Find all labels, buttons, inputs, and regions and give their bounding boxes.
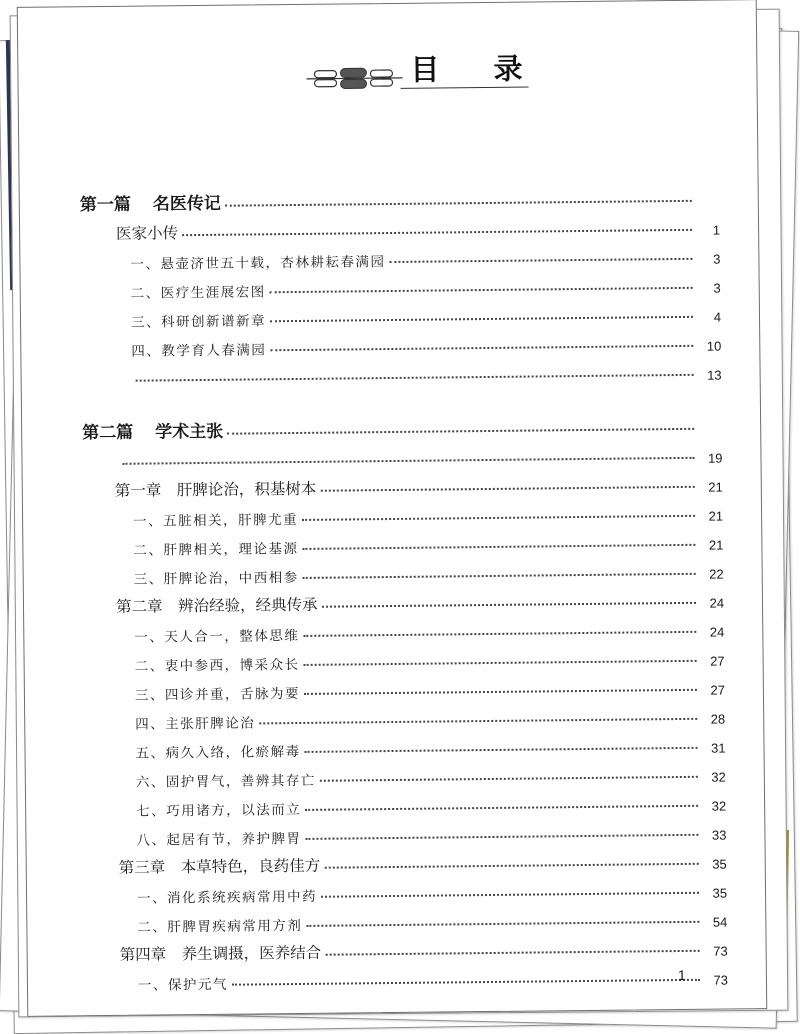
dot-leader xyxy=(302,515,695,521)
toc-entry-title: 一、消化系统疾病常用中药 xyxy=(136,888,318,907)
toc-page-number: 35 xyxy=(712,856,727,872)
part-title: 学术主张 xyxy=(155,421,224,443)
dot-leader xyxy=(324,863,698,869)
toc-entry-title: 八、起居有节，养护脾胃 xyxy=(136,830,302,849)
dot-leader xyxy=(325,950,699,956)
toc-page-number: 19 xyxy=(707,450,723,466)
toc-entry-title: 四、主张肝脾论治 xyxy=(135,715,256,733)
toc-page-number: 33 xyxy=(711,827,727,843)
toc-entry-title: 第四章 养生调摄，医养结合 xyxy=(119,943,322,964)
dot-leader xyxy=(305,805,698,811)
toc-entry-title: 三、四诊并重，舌脉为要 xyxy=(134,685,301,704)
dot-leader xyxy=(123,457,695,465)
toc-page-number: 24 xyxy=(709,624,725,640)
dot-leader xyxy=(225,200,692,207)
toc-page-number: 31 xyxy=(710,740,726,756)
part-title: 名医传记 xyxy=(152,193,221,215)
dot-leader xyxy=(304,660,697,666)
toc-entry-part[interactable] xyxy=(82,399,722,444)
toc-page-number: 35 xyxy=(712,885,728,901)
toc-entry-title: 四、教学育人春满园 xyxy=(131,342,267,360)
toc-page-number: 73 xyxy=(713,943,728,959)
dot-leader xyxy=(270,316,693,322)
toc-page-number: 1 xyxy=(712,222,721,238)
dot-leader xyxy=(320,486,694,492)
toc-page-number: 32 xyxy=(711,769,726,785)
dot-leader xyxy=(304,689,697,695)
scroll-ornament-icon xyxy=(304,56,404,97)
toc-entry-title: 一、五脏相关，肝脾尤重 xyxy=(133,511,299,530)
dot-leader xyxy=(303,631,696,637)
toc-page-number: 54 xyxy=(712,914,728,930)
toc-page-number: 21 xyxy=(708,537,724,553)
toc-page-number: 73 xyxy=(713,972,729,988)
dot-leader xyxy=(303,573,696,579)
dot-leader xyxy=(232,979,700,986)
toc-page-number: 21 xyxy=(708,508,724,524)
toc-entry-title: 三、科研创新谱新章 xyxy=(130,313,267,331)
toc-entry-title: 二、肝脾相关，理论基源 xyxy=(133,540,299,559)
page-title: 目 录 xyxy=(410,51,545,87)
toc-entry-title: 第二章 辨治经验，经典传承 xyxy=(115,595,318,616)
toc-page-number: 28 xyxy=(710,711,726,727)
dot-leader xyxy=(227,428,694,435)
toc-entry-title: 七、巧用诸方，以法而立 xyxy=(136,801,302,820)
toc-entry-title: 二、医疗生涯展宏图 xyxy=(130,284,266,302)
dot-leader xyxy=(136,374,694,382)
toc-page-number: 21 xyxy=(708,479,723,495)
toc-page-number: 4 xyxy=(713,309,722,325)
toc-entry-title: 一、悬壶济世五十载，杏林耕耘春满园 xyxy=(130,254,386,273)
toc-entry-title: 二、肝脾胃疾病常用方剂 xyxy=(137,917,303,936)
toc-entry-title: 三、肝脾论治，中西相参 xyxy=(133,569,299,588)
toc-page-number: 13 xyxy=(707,367,722,383)
dot-leader xyxy=(302,544,695,550)
toc-page-number: 32 xyxy=(711,798,727,814)
title-underline xyxy=(401,87,529,89)
dot-leader xyxy=(270,287,693,293)
dot-leader xyxy=(259,718,697,725)
part-number: 第一篇 xyxy=(79,194,131,216)
toc-page-number: 27 xyxy=(710,653,725,669)
toc-entry-title: 第一章 肝脾论治，积基树本 xyxy=(114,479,317,500)
toc-page-number: 10 xyxy=(706,338,722,354)
toc-page-number: 3 xyxy=(713,251,721,267)
toc-entry-title: 二、衷中参西，博采众长 xyxy=(134,656,300,675)
toc-entry-title: 一、保护元气 xyxy=(137,976,229,994)
dot-leader xyxy=(321,892,699,898)
toc-entry-title: 第三章 本草特色，良药佳方 xyxy=(118,856,321,877)
toc-entry-title: 五、病久入络，化瘀解毒 xyxy=(135,743,301,762)
dot-leader xyxy=(322,602,696,608)
dot-leader xyxy=(305,834,698,840)
dot-leader xyxy=(182,229,692,236)
toc-page-number: 27 xyxy=(710,682,726,698)
toc-entry-title xyxy=(80,189,223,215)
dot-leader xyxy=(389,258,692,263)
toc-entry-title: 六、固护胃气，善辨其存亡 xyxy=(135,772,316,791)
table-of-contents xyxy=(80,171,729,995)
toc-page xyxy=(17,0,768,1017)
toc-page-number: 3 xyxy=(713,280,721,296)
toc-header xyxy=(304,42,545,104)
part-number: 第二篇 xyxy=(82,422,134,444)
toc-page-number: 22 xyxy=(709,566,724,582)
dot-leader xyxy=(320,776,698,782)
toc-entry-title xyxy=(82,417,225,443)
page-number: 1 xyxy=(677,966,686,984)
toc-entry-title: 医家小传 xyxy=(116,224,179,243)
dot-leader xyxy=(306,921,699,927)
dot-leader xyxy=(270,345,693,351)
toc-entry-title: 一、天人合一，整体思维 xyxy=(134,627,300,646)
dot-leader xyxy=(305,747,698,753)
toc-page-number: 24 xyxy=(709,595,725,611)
